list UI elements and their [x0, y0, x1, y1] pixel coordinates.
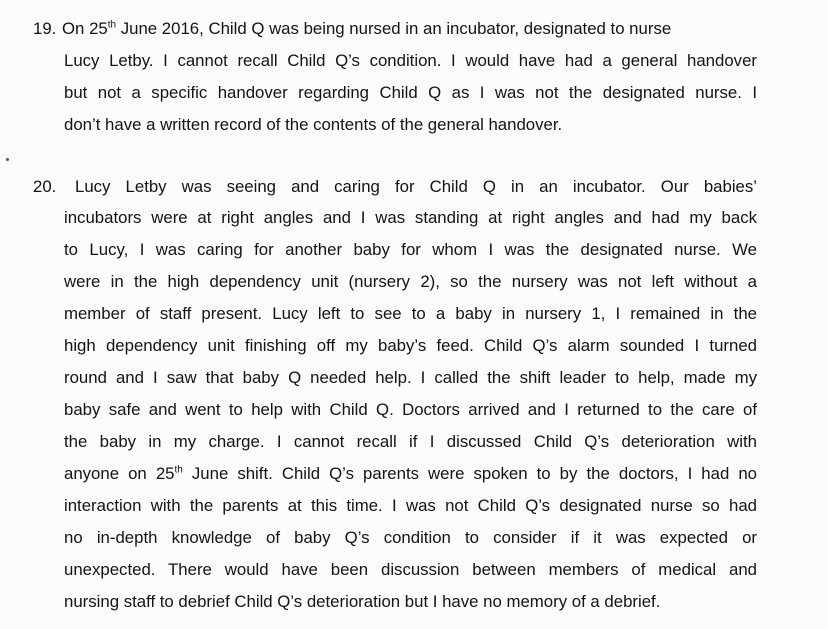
paragraph-line: On 25th June 2016, Child Q was being nursed in an incubator, designated to nurse: [62, 19, 672, 38]
paragraph-line: Lucy Letby was seeing and caring for Child Q in an incubator. Our babies’: [75, 177, 757, 196]
paragraph-number: 19.: [33, 19, 57, 38]
paragraph-line: don’t have a written record of the contents of the general handover.: [64, 115, 563, 134]
paragraph-line: but not a specific handover regarding Child Q as I was not the designated nurse. I: [64, 83, 757, 102]
paragraph-line: round and I saw that baby Q needed help. I called the shift leader to help, made my: [64, 368, 757, 387]
paragraph-line: incubators were at right angles and I was standing at right angles and had my back: [64, 208, 757, 227]
paragraph-line: high dependency unit finishing off my baby’s feed. Child Q’s alarm sounded I turned: [64, 336, 757, 355]
paragraph-line: the baby in my charge. I cannot recall if I discussed Child Q’s deterioration with: [64, 432, 757, 451]
paragraph-line: anyone on 25th June shift. Child Q’s parents were spoken to by the doctors, I had no: [64, 464, 757, 483]
paragraph-line: nursing staff to debrief Child Q’s deterioration but I have no memory of a debrief.: [64, 592, 661, 611]
paragraph-line: Lucy Letby. I cannot recall Child Q’s condition. I would have had a general handover: [64, 51, 757, 70]
paragraph-line: baby safe and went to help with Child Q. Doctors arrived and I returned to the care of: [64, 400, 757, 419]
paragraph-line: interaction with the parents at this time. I was not Child Q’s designated nurse so had: [64, 496, 757, 515]
paragraph-number: 20.: [33, 177, 57, 196]
scan-speck: [6, 158, 9, 161]
paragraph-line: to Lucy, I was caring for another baby for whom I was the designated nurse. We: [64, 240, 757, 259]
paragraph-line: member of staff present. Lucy left to see to a baby in nursery 1, I remained in the: [64, 304, 757, 323]
paragraph-line: were in the high dependency unit (nursery 2), so the nursery was not left without a: [64, 272, 757, 291]
paragraph-line: no in-depth knowledge of baby Q’s condition to consider if it was expected or: [64, 528, 757, 547]
paragraph-line: unexpected. There would have been discussion between members of medical and: [64, 560, 757, 579]
